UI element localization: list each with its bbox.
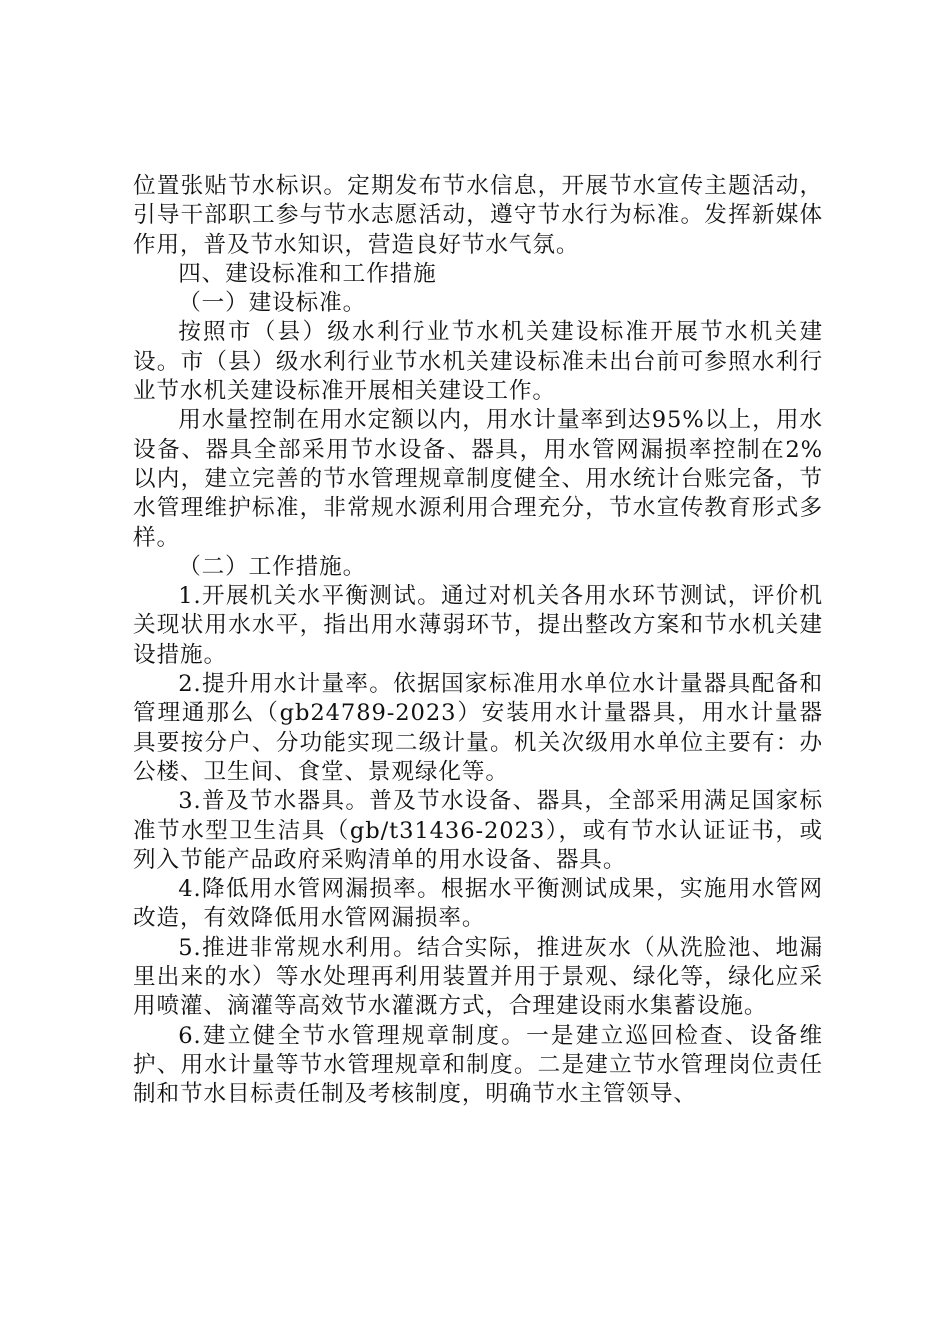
document-page: [133, 172, 823, 1110]
paragraph-1: 位置张贴节水标识。定期发布节水信息，开展节水宣传主题活动，引导干部职工参与节水志愿活动，遵守节水行为标准。发挥新媒体作用，普及节水知识，营造良好节水气氛。: [133, 173, 823, 258]
measure-item-2: 2.提升用水计量率。依据国家标准用水单位水计量器具配备和管理通那么（gb24789-2023）安装用水计量器具，用水计量器具要按分户、分功能实现二级计量。机关次级用水单位主要有：办公楼、卫生间、食堂、景观绿化等。: [133, 671, 823, 785]
measure-item-1: 1.开展机关水平衡测试。通过对机关各用水环节测试，评价机关现状用水水平，指出用水薄弱环节，提出整改方案和节水机关建设措施。: [133, 583, 823, 668]
paragraph-standard-requirements: 用水量控制在用水定额以内，用水计量率到达95%以上，用水设备、器具全部采用节水设备、器具，用水管网漏损率控制在2%以内，建立完善的节水管理规章制度健全、用水统计台账完备，节水管理维护标准，非常规水源利用合理充分，节水宣传教育形式多样。: [133, 407, 823, 551]
paragraph-standard-basis: 按照市（县）级水利行业节水机关建设标准开展节水机关建设。市（县）级水利行业节水机关建设标准未出台前可参照水利行业节水机关建设标准开展相关建设工作。: [133, 319, 823, 405]
subsection-heading-2: （二）工作措施。: [178, 553, 367, 580]
measure-item-4: 4.降低用水管网漏损率。根据水平衡测试成果，实施用水管网改造，有效降低用水管网漏损率。: [133, 876, 823, 932]
section-heading-4: 四、建设标准和工作措施: [178, 260, 437, 287]
subsection-heading-1: （一）建设标准。: [178, 290, 367, 317]
measure-item-5: 5.推进非常规水利用。结合实际，推进灰水（从洗脸池、地漏里出来的水）等水处理再利用装置并用于景观、绿化等，绿化应采用喷灌、滴灌等高效节水灌溉方式，合理建设雨水集蓄设施。: [133, 934, 823, 1020]
measure-item-6: 6.建立健全节水管理规章制度。一是建立巡回检查、设备维护、用水计量等节水管理规章和制度。二是建立节水管理岗位责任制和节水目标责任制及考核制度，明确节水主管领导、: [133, 1022, 823, 1108]
measure-item-3: 3.普及节水器具。普及节水设备、器具，全部采用满足国家标准节水型卫生洁具（gb/t31436-2023），或有节水认证证书，或列入节能产品政府采购清单的用水设备、器具。: [133, 788, 823, 873]
